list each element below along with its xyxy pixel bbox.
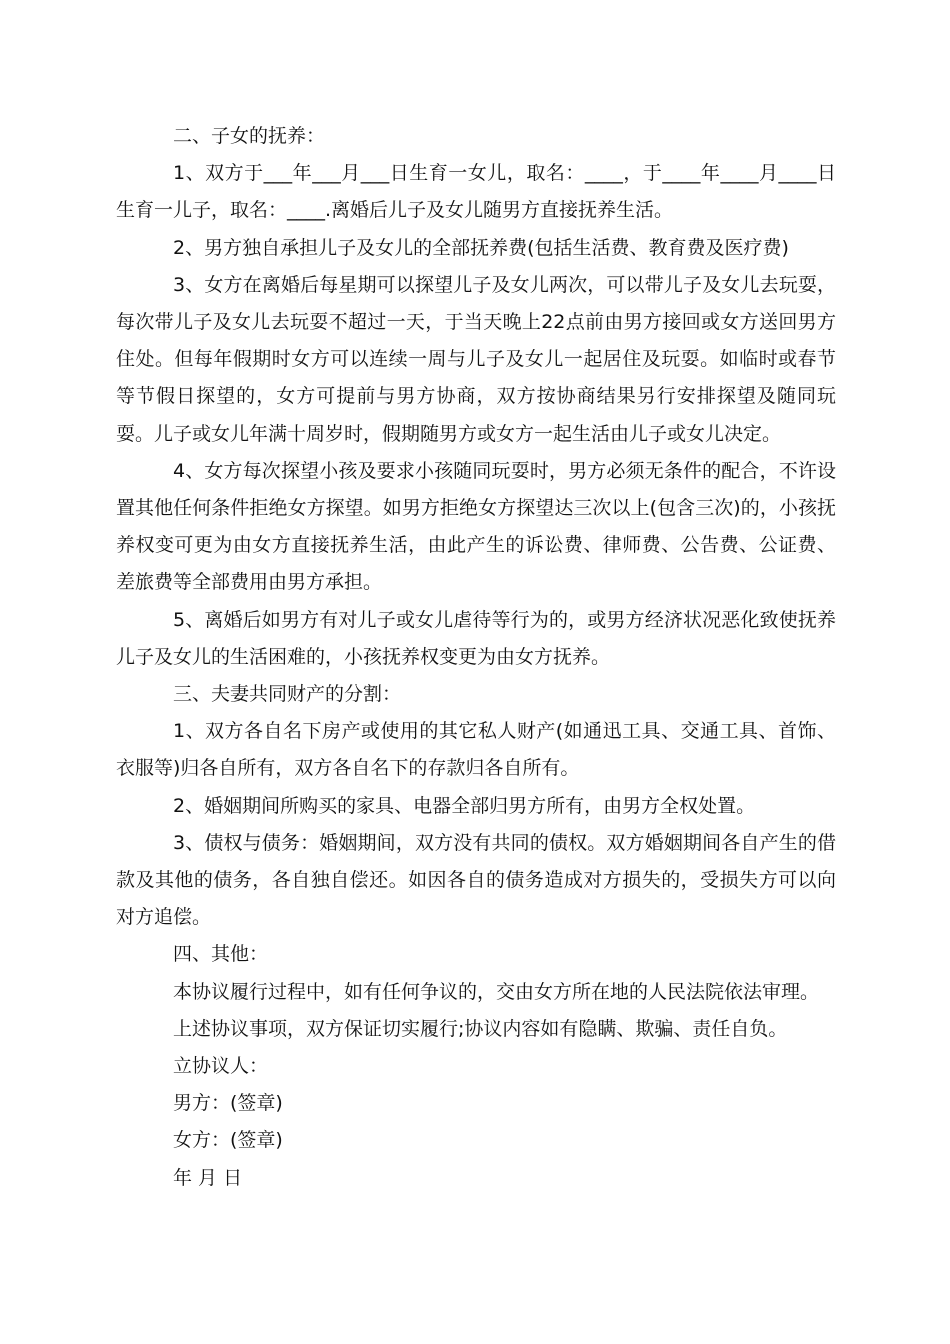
- signature-male-party: 男方：(签章): [173, 1092, 283, 1115]
- signature-female-party: 女方：(签章): [173, 1129, 283, 1152]
- signatories-label: 立协议人：: [173, 1055, 269, 1078]
- clause-custody-change: 5、离婚后如男方有对儿子或女儿虐待等行为的，或男方经济状况恶化致使抚养儿子及女儿的生活困难的，小孩抚养权变更为由女方抚养。: [116, 608, 836, 668]
- clause-disputes: 本协议履行过程中，如有任何争议的，交由女方所在地的人民法院依法审理。: [173, 980, 820, 1003]
- clause-visitation: 3、女方在离婚后每星期可以探望儿子及女儿两次，可以带儿子及女儿去玩耍，每次带儿子及女儿去玩耍不超过一天，于当天晚上22点前由男方接回或女方送回男方住处。但每年假期时女方可以连续一周与儿子及女儿一起居住及玩耍。如临时或春节等节假日探望的，女方可提前与男方协商，双方按协商结果另行安排探望及随同玩耍。儿子或女儿年满十周岁时，假期随男方或女方一起生活由儿子或女儿决定。: [116, 273, 836, 445]
- clause-personal-property: 1、双方各自名下房产或使用的其它私人财产(如通迅工具、交通工具、首饰、衣服等)归各自所有，双方各自名下的存款归各自所有。: [116, 720, 836, 780]
- section-heading-other: 四、其他：: [173, 943, 269, 966]
- document-body: [116, 118, 836, 1197]
- clause-performance: 上述协议事项，双方保证切实履行;协议内容如有隐瞒、欺骗、责任自负。: [173, 1017, 788, 1040]
- clause-furniture-appliances: 2、婚姻期间所购买的家具、电器全部归男方所有，由男方全权处置。: [173, 794, 756, 817]
- clause-debts: 3、债权与债务：婚姻期间，双方没有共同的债权。双方婚姻期间各自产生的借款及其他的债务，各自独自偿还。如因各自的债务造成对方损失的，受损失方可以向对方追偿。: [116, 831, 836, 929]
- clause-children-birth: 1、双方于___年___月___日生育一女儿，取名：____，于____年____月____日生育一儿子，取名：____.离婚后儿子及女儿随男方直接抚养生活。: [116, 162, 836, 222]
- clause-visitation-cooperation: 4、女方每次探望小孩及要求小孩随同玩耍时，男方必须无条件的配合，不许设置其他任何条件拒绝女方探望。如男方拒绝女方探望达三次以上(包含三次)的，小孩抚养权变可更为由女方直接抚养生活，由此产生的诉讼费、律师费、公告费、公证费、差旅费等全部费用由男方承担。: [116, 459, 836, 594]
- clause-support-costs: 2、男方独自承担儿子及女儿的全部抚养费(包括生活费、教育费及医疗费): [173, 236, 789, 259]
- section-heading-child-custody: 二、子女的抚养：: [173, 125, 326, 147]
- section-heading-property: 三、夫妻共同财产的分割：: [173, 683, 402, 706]
- signature-date: 年 月 日: [173, 1166, 243, 1189]
